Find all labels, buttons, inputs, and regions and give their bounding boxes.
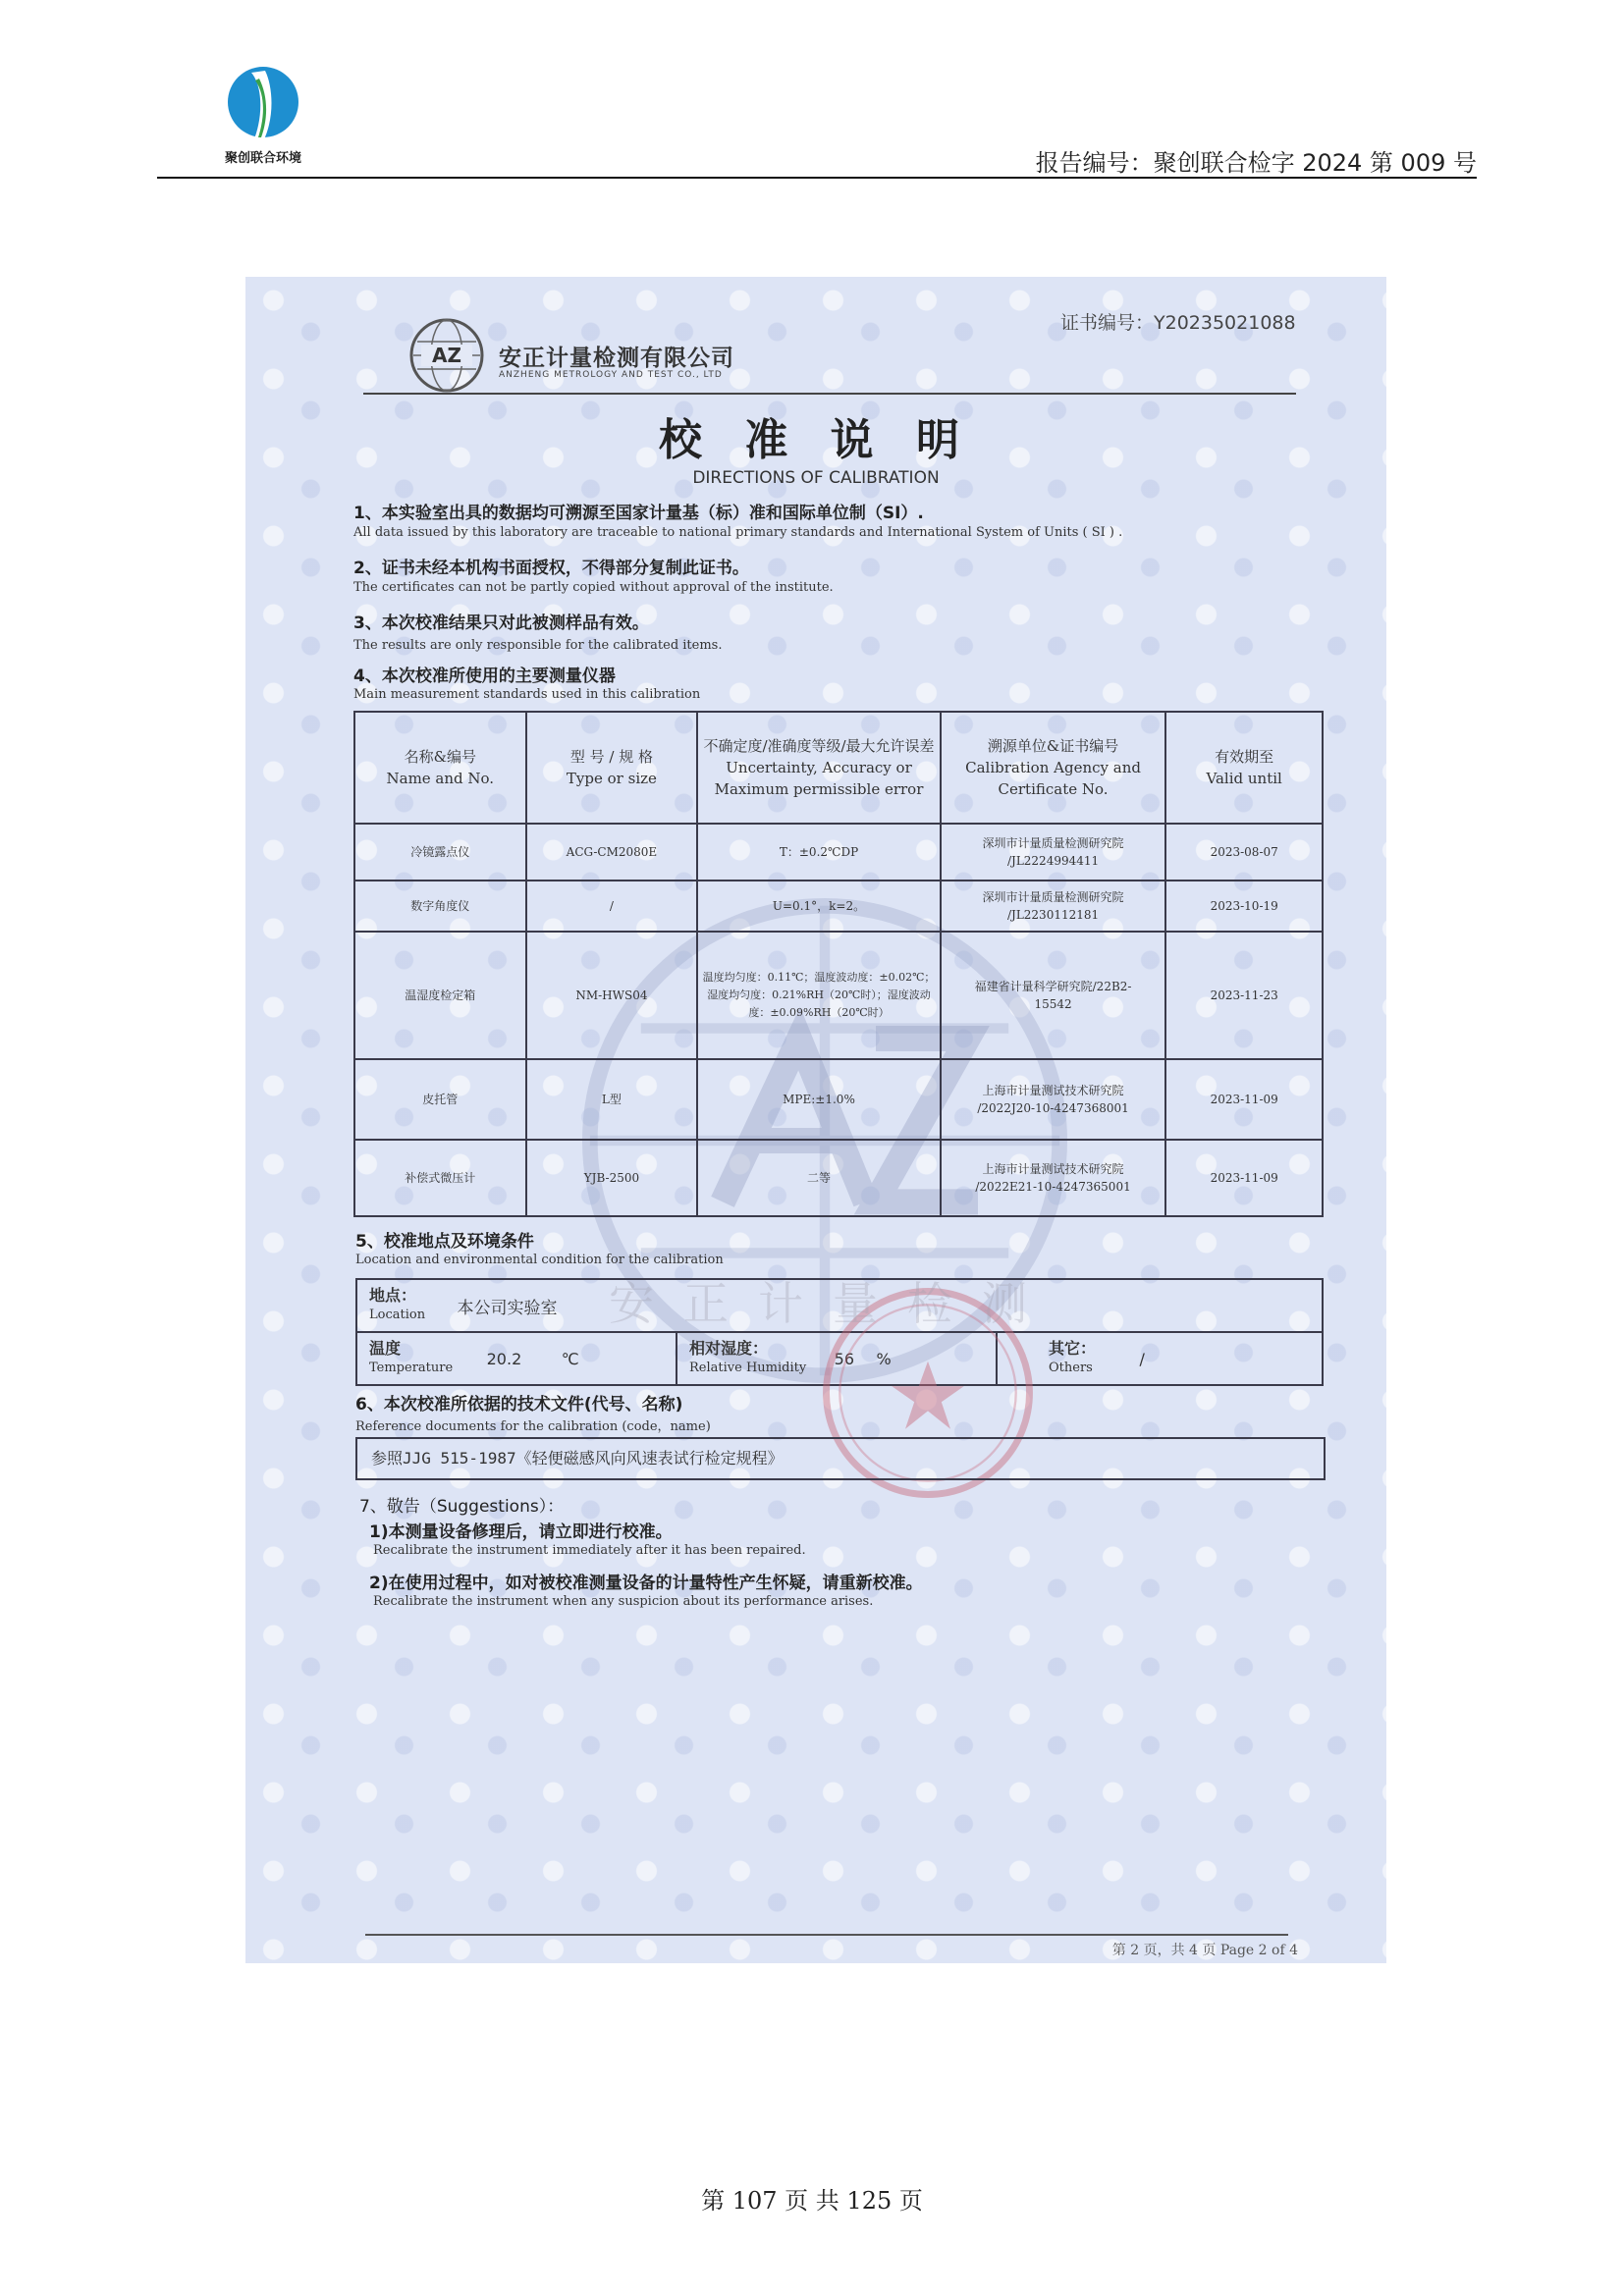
stamp-text: 安正计量检测 xyxy=(609,1277,1056,1330)
others-label-en: Others xyxy=(1049,1361,1093,1375)
suggestion-1-en: Recalibrate the instrument immediately after it has been repaired. xyxy=(373,1543,806,1558)
cell-name: 数字角度仪 xyxy=(354,881,526,932)
certificate-page-number: 第 2 页，共 4 页 Page 2 of 4 xyxy=(1111,1943,1298,1958)
company-logo-text: 聚创联合环境 xyxy=(224,151,301,166)
company-name-en: ANZHENG METROLOGY AND TEST CO., LTD xyxy=(499,370,723,380)
reference-document: 参照JJG 515-1987《轻便磁感风向风速表试行检定规程》 xyxy=(355,1437,1326,1480)
cell-uncertainty: 二等 xyxy=(697,1140,941,1216)
cell-agency: 上海市计量测试技术研究院 /2022E21-10-4247365001 xyxy=(941,1140,1166,1216)
reference-section-title-cn: 6、本次校准所依据的技术文件(代号、名称) xyxy=(355,1395,683,1415)
table-header-row xyxy=(354,712,1323,824)
location-value: 本公司实验室 xyxy=(457,1298,558,1318)
location-section-title-en: Location and environmental condition for the calibration xyxy=(355,1253,724,1267)
certificate-footer-rule xyxy=(365,1934,1288,1936)
az-logo-mark: AZ xyxy=(432,344,461,367)
calibration-certificate-scan xyxy=(245,277,1386,1963)
humidity-unit: % xyxy=(876,1349,892,1368)
location-section-title-cn: 5、校准地点及环境条件 xyxy=(355,1232,534,1252)
cell-valid: 2023-11-09 xyxy=(1165,1140,1323,1216)
item-3-cn: 3、本次校准结果只对此被测样品有效。 xyxy=(353,614,649,633)
item-1-en: All data issued by this laboratory are traceable to national primary standards and International System of Units ( SI ) . xyxy=(353,525,1123,540)
cell-agency: 深圳市计量质量检测研究院 /JL2230112181 xyxy=(941,881,1166,932)
location-label-en: Location xyxy=(369,1308,426,1322)
cell-type: NM-HWS04 xyxy=(526,932,698,1059)
temperature-label-cn: 温度 xyxy=(369,1339,402,1358)
cell-type: / xyxy=(526,881,698,932)
temperature-unit: ℃ xyxy=(561,1349,579,1368)
temperature-label-en: Temperature xyxy=(369,1361,454,1375)
page-number: 第 107 页 共 125 页 xyxy=(701,2187,923,2215)
item-2-cn: 2、证书未经本机构书面授权，不得部分复制此证书。 xyxy=(353,559,749,578)
reference-section-title-en: Reference documents for the calibration (code，name) xyxy=(355,1419,711,1434)
cell-agency: 深圳市计量质量检测研究院 /JL2224994411 xyxy=(941,824,1166,881)
header-uncertainty: 不确定度/准确度等级/最大允许误差 Uncertainty, Accuracy or Maximum permissible error xyxy=(697,712,941,824)
humidity-label-en: Relative Humidity xyxy=(689,1361,807,1375)
cell-agency: 上海市计量测试技术研究院 /2022J20-10-4247368001 xyxy=(941,1059,1166,1140)
suggestions-title: 7、敬告（Suggestions）： xyxy=(359,1497,565,1517)
cell-uncertainty: 温度均匀度：0.11℃；温度波动度：±0.02℃；湿度均匀度：0.21%RH（20℃时）；湿度波动度：±0.09%RH（20℃时） xyxy=(697,932,941,1059)
table-row xyxy=(354,881,1323,932)
suggestion-2-cn: 2)在使用过程中，如对被校准测量设备的计量特性产生怀疑，请重新校准。 xyxy=(369,1574,923,1593)
cell-valid: 2023-11-23 xyxy=(1165,932,1323,1059)
humidity-value: 56 xyxy=(834,1349,854,1368)
certificate-title-cn: 校 准 说 明 xyxy=(659,415,973,465)
cell-agency: 福建省计量科学研究院/22B2- 15542 xyxy=(941,932,1166,1059)
temperature-cell xyxy=(356,1332,677,1385)
certificate-title-en: DIRECTIONS OF CALIBRATION xyxy=(692,468,940,488)
humidity-label-cn: 相对湿度： xyxy=(689,1339,769,1358)
others-cell xyxy=(997,1332,1323,1385)
table-row xyxy=(354,1059,1323,1140)
header-type: 型 号 / 规 格 Type or size xyxy=(526,712,698,824)
header-name: 名称&编号 Name and No. xyxy=(354,712,526,824)
certificate-header-rule xyxy=(363,393,1296,395)
item-4-cn: 4、本次校准所使用的主要测量仪器 xyxy=(353,667,616,686)
table-row xyxy=(354,1140,1323,1216)
cell-valid: 2023-11-09 xyxy=(1165,1059,1323,1140)
cell-uncertainty: MPE:±1.0% xyxy=(697,1059,941,1140)
report-number: 报告编号：聚创联合检字 2024 第 009 号 xyxy=(1035,149,1477,177)
item-4-en: Main measurement standards used in this calibration xyxy=(353,687,701,702)
cell-uncertainty: T：±0.2℃DP xyxy=(697,824,941,881)
certificate-number: 证书编号：Y20235021088 xyxy=(1060,312,1296,334)
table-row xyxy=(354,932,1323,1059)
temperature-value: 20.2 xyxy=(486,1349,522,1368)
cell-name: 冷镜露点仪 xyxy=(354,824,526,881)
company-name-cn: 安正计量检测有限公司 xyxy=(499,346,734,371)
cell-name: 皮托管 xyxy=(354,1059,526,1140)
cell-name: 补偿式微压计 xyxy=(354,1140,526,1216)
location-label-cn: 地点： xyxy=(369,1286,417,1305)
others-value: / xyxy=(1139,1349,1145,1368)
cell-name: 温湿度检定箱 xyxy=(354,932,526,1059)
cell-uncertainty: U=0.1°，k=2。 xyxy=(697,881,941,932)
suggestion-1-cn: 1)本测量设备修理后，请立即进行校准。 xyxy=(369,1522,673,1542)
cell-type: L型 xyxy=(526,1059,698,1140)
others-label-cn: 其它： xyxy=(1049,1339,1097,1358)
cell-type: YJB-2500 xyxy=(526,1140,698,1216)
cell-type: ACG-CM2080E xyxy=(526,824,698,881)
header-divider xyxy=(157,177,1477,179)
header-agency: 溯源单位&证书编号 Calibration Agency and Certificate No. xyxy=(941,712,1166,824)
item-1-cn: 1、本实验室出具的数据均可溯源至国家计量基（标）准和国际单位制（SI）. xyxy=(353,504,924,523)
cell-valid: 2023-08-07 xyxy=(1165,824,1323,881)
item-2-en: The certificates can not be partly copied without approval of the institute. xyxy=(353,580,834,595)
item-3-en: The results are only responsible for the calibrated items. xyxy=(353,638,723,653)
measurement-standards-table xyxy=(353,711,1324,1217)
az-company-logo-icon xyxy=(407,316,486,395)
header-valid: 有效期至 Valid until xyxy=(1165,712,1323,824)
table-row xyxy=(354,824,1323,881)
suggestion-2-en: Recalibrate the instrument when any suspicion about its performance arises. xyxy=(373,1594,874,1609)
cell-valid: 2023-10-19 xyxy=(1165,881,1323,932)
